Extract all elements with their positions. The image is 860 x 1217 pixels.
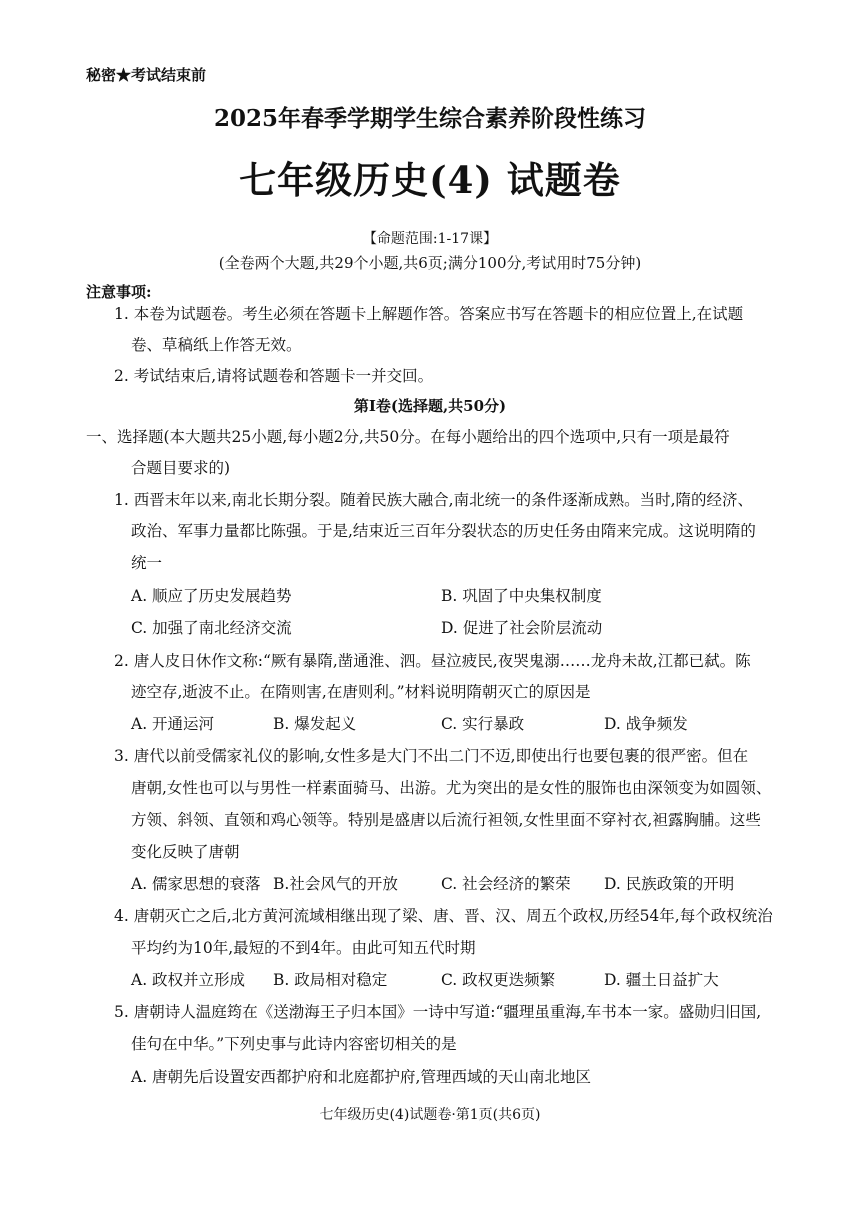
question-2-option-d: D. 战争频发	[604, 715, 688, 733]
question-4-line-2: 平均约为10年,最短的不到4年。由此可知五代时期	[131, 939, 476, 957]
exam-series-title: 2025年春季学期学生综合素养阶段性练习	[213, 105, 646, 132]
section-title: 第Ⅰ卷(选择题,共50分)	[353, 397, 507, 415]
question-5-line-1: 5. 唐朝诗人温庭筠在《送渤海王子归本国》一诗中写道:“疆理虽重海,车书本一家。盛勋归旧国,	[114, 1003, 762, 1021]
question-1-option-b: B. 巩固了中央集权制度	[441, 587, 602, 605]
section-intro-line-2: 合题目要求的)	[131, 459, 231, 477]
question-1-line-3: 统一	[131, 554, 163, 572]
question-5-line-2: 佳句在中华。”下列史事与此诗内容密切相关的是	[131, 1035, 457, 1053]
question-2-option-a: A. 开通运河	[131, 715, 215, 733]
question-1-option-c: C. 加强了南北经济交流	[131, 619, 292, 637]
question-3-option-b: B.社会风气的开放	[273, 875, 398, 893]
question-3-option-c: C. 社会经济的繁荣	[441, 875, 571, 893]
question-3-option-d: D. 民族政策的开明	[604, 875, 735, 893]
question-4-option-b: B. 政局相对稳定	[273, 971, 388, 989]
question-1-line-2: 政治、军事力量都比陈强。于是,结束近三百年分裂状态的历史任务由隋来完成。这说明隋的	[131, 522, 756, 540]
question-2-line-2: 迹空存,逝波不止。在隋则害,在唐则利。”材料说明隋朝灭亡的原因是	[131, 683, 591, 701]
notice-item-2: 2. 考试结束后,请将试题卷和答题卡一并交回。	[114, 367, 434, 385]
question-1-line-1: 1. 西晋末年以来,南北长期分裂。随着民族大融合,南北统一的条件逐渐成熟。当时,隋的经济、	[114, 491, 753, 509]
question-4-option-a: A. 政权并立形成	[131, 971, 246, 989]
question-5-option-a: A. 唐朝先后设置安西都护府和北庭都护府,管理西域的天山南北地区	[131, 1068, 591, 1086]
question-2-option-c: C. 实行暴政	[441, 715, 525, 733]
question-4-option-c: C. 政权更迭频繁	[441, 971, 556, 989]
question-3-line-2: 唐朝,女性也可以与男性一样素面骑马、出游。尤为突出的是女性的服饰也由深领变为如圆领、	[131, 779, 772, 797]
notice-item-1-line-2: 卷、草稿纸上作答无效。	[131, 336, 302, 354]
confidential-label: 秘密★考试结束前	[86, 66, 207, 84]
question-3-option-a: A. 儒家思想的衰落	[131, 875, 261, 893]
question-3-line-3: 方领、斜领、直领和鸡心领等。特别是盛唐以后流行袒领,女性里面不穿衬衣,袒露胸脯。这些	[131, 811, 761, 829]
question-2-option-b: B. 爆发起义	[273, 715, 357, 733]
page-footer: 七年级历史(4)试题卷·第1页(共6页)	[319, 1107, 541, 1123]
question-4-option-d: D. 疆土日益扩大	[604, 971, 719, 989]
question-4-line-1: 4. 唐朝灭亡之后,北方黄河流域相继出现了梁、唐、晋、汉、周五个政权,历经54年,每个政权统治	[114, 907, 773, 925]
exam-scope: 【命题范围:1-17课】	[362, 231, 498, 247]
question-3-line-1: 3. 唐代以前受儒家礼仪的影响,女性多是大门不出二门不迈,即使出行也要包裹的很严密。但在	[114, 747, 749, 765]
question-2-line-1: 2. 唐人皮日休作文称:“厥有暴隋,凿通淮、泗。昼泣疲民,夜哭鬼溺……龙舟未故,江都已弑。陈	[114, 652, 751, 670]
section-intro-line-1: 一、选择题(本大题共25小题,每小题2分,共50分。在每小题给出的四个选项中,只有一项是最符	[86, 428, 730, 446]
notice-item-1-line-1: 1. 本卷为试题卷。考生必须在答题卡上解题作答。答案应书写在答题卡的相应位置上,在试题	[114, 305, 744, 323]
exam-info: (全卷两个大题,共29个小题,共6页;满分100分,考试用时75分钟)	[218, 254, 642, 272]
exam-title: 七年级历史(4) 试题卷	[239, 158, 621, 202]
question-3-line-4: 变化反映了唐朝	[131, 843, 240, 861]
notice-heading: 注意事项:	[86, 283, 152, 301]
question-1-option-a: A. 顺应了历史发展趋势	[131, 587, 292, 605]
question-1-option-d: D. 促进了社会阶层流动	[441, 619, 603, 637]
